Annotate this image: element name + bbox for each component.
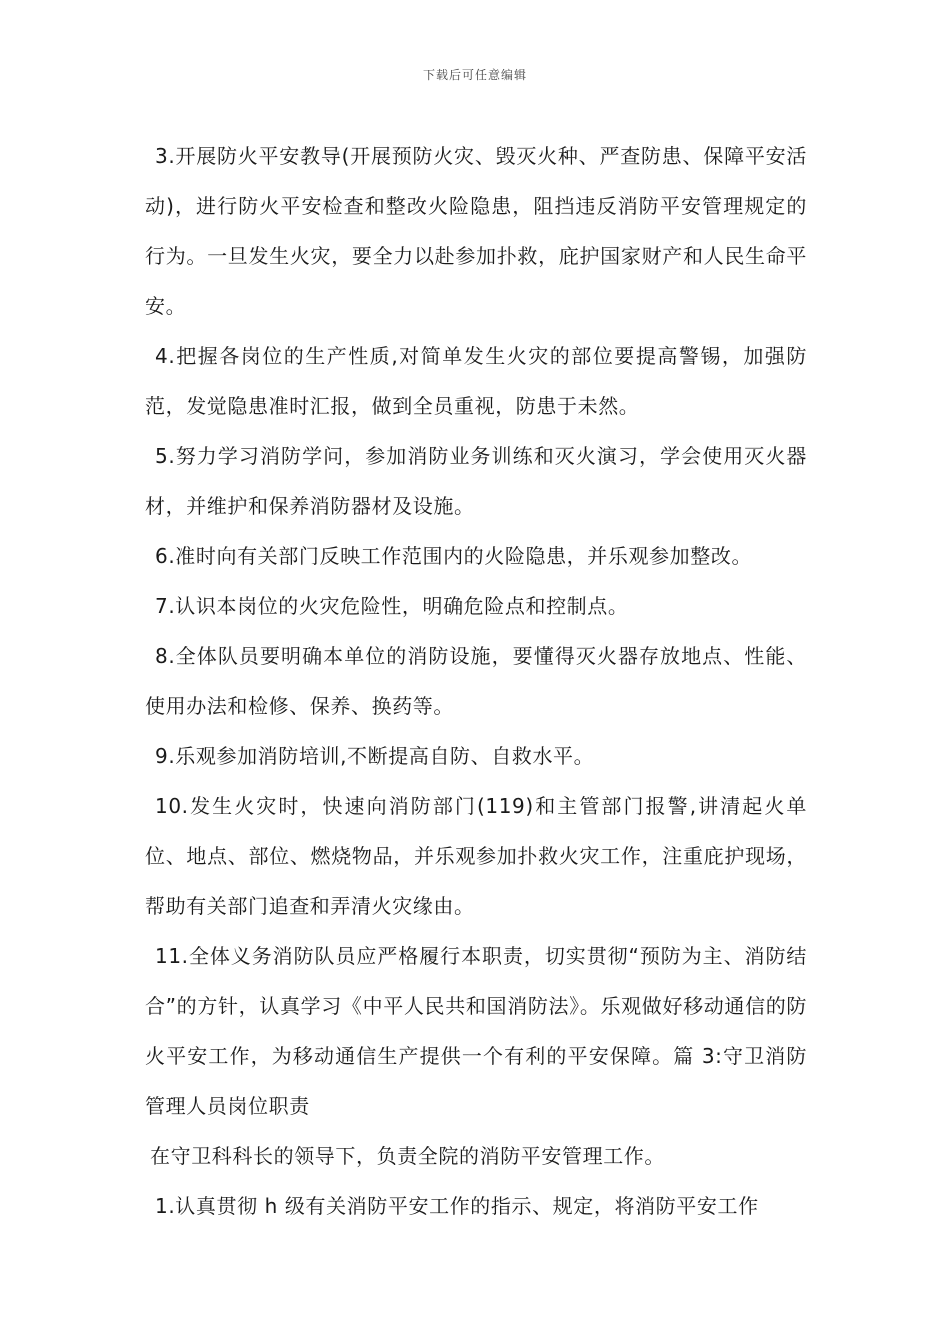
section-intro-paragraph: 在守卫科科长的领导下，负责全院的消防平安管理工作。: [150, 1144, 665, 1168]
paragraph-item-5: 5.努力学习消防学问，参加消防业务训练和灭火演习，学会使用灭火器材，并维护和保养消防器材及设施。: [145, 444, 807, 518]
paragraph-item-3: 3.开展防火平安教导(开展预防火灾、毁灭火种、严查防患、保障平安活动)，进行防火平安检查和整改火险隐患，阻挡违反消防平安管理规定的行为。一旦发生火灾，要全力以赴参加扑救，庇护国家财产和人民生命平安。: [145, 144, 807, 318]
paragraph-item-4: 4.把握各岗位的生产性质,对简单发生火灾的部位要提高警锡，加强防范，发觉隐患准时汇报，做到全员重视，防患于未然。: [145, 344, 807, 418]
page-header-note: 下载后可任意编辑: [422, 68, 527, 82]
paragraph-item-11: 11.全体义务消防队员应严格履行本职责，切实贯彻“预防为主、消防结合”的方针，认真学习《中平人民共和国消防法》。乐观做好移动通信的防火平安工作，为移动通信生产提供一个有利的平安保障。篇 3:守卫消防管理人员岗位职责: [145, 944, 807, 1118]
paragraph-item-8: 8.全体队员要明确本单位的消防设施，要懂得灭火器存放地点、性能、使用办法和检修、保养、换药等。: [145, 644, 807, 718]
paragraph-item-9: 9.乐观参加消防培训,不断提高自防、自救水平。: [155, 744, 595, 768]
document-body: [145, 131, 807, 1231]
paragraph-item-1: 1.认真贯彻 h 级有关消防平安工作的指示、规定，将消防平安工作: [155, 1194, 759, 1218]
paragraph-item-6: 6.准时向有关部门反映工作范围内的火险隐患，并乐观参加整改。: [155, 544, 753, 568]
paragraph-item-10: 10.发生火灾时，快速向消防部门(119)和主管部门报警,讲清起火单位、地点、部位、燃烧物品，并乐观参加扑救火灾工作，注重庇护现场，帮助有关部门追查和弄清火灾缘由。: [145, 794, 807, 918]
paragraph-item-7: 7.认识本岗位的火灾危险性，明确危险点和控制点。: [155, 594, 629, 618]
